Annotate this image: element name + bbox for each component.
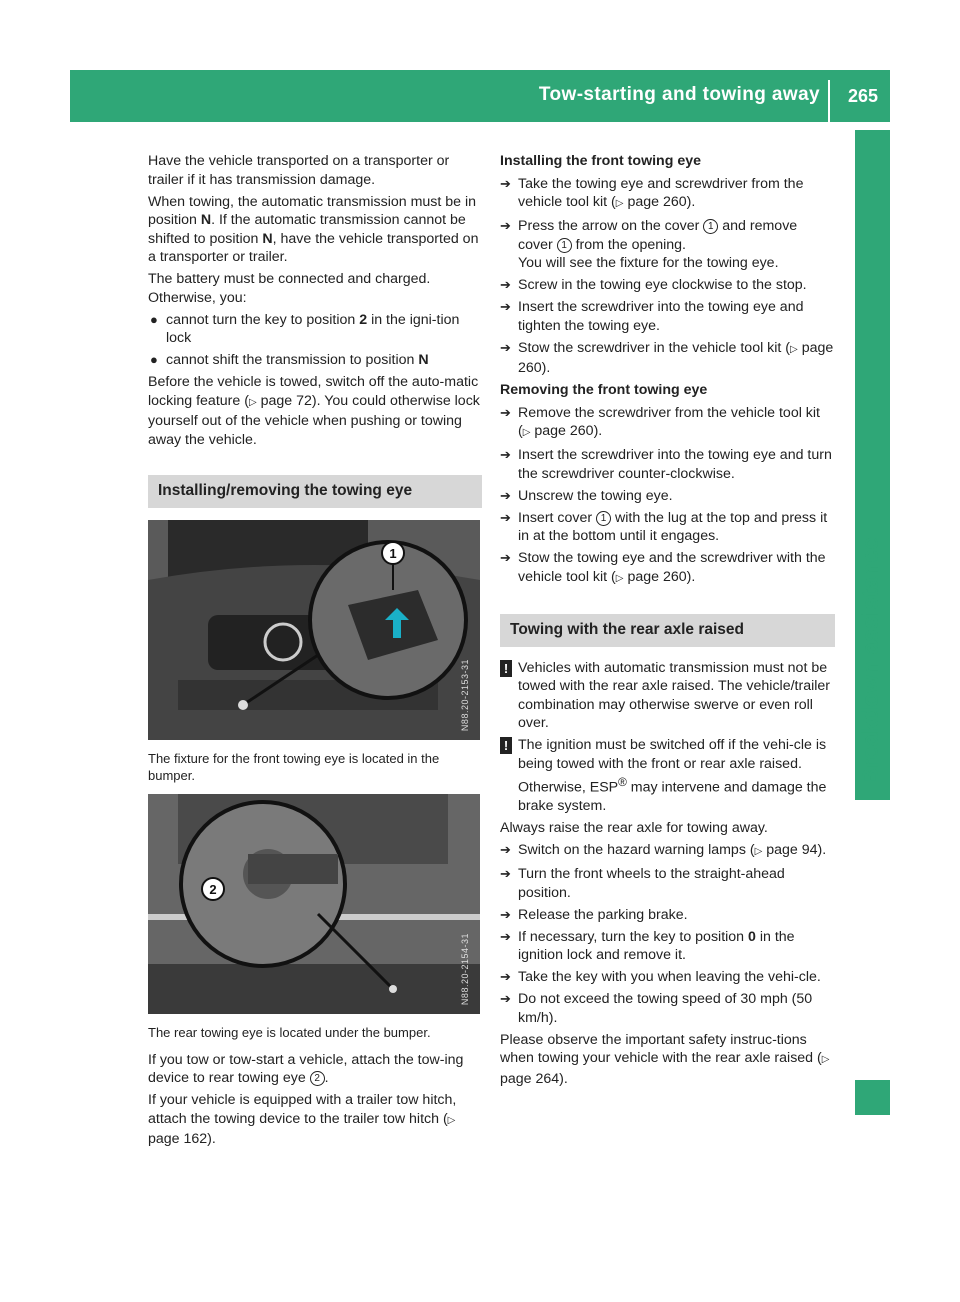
header-bar (70, 70, 890, 122)
step-item: ➔ Insert the screwdriver into the towing eye and tighten the towing eye. (500, 299, 804, 334)
step-item: ➔ Press the arrow on the cover 1 and remove cover 1 from the opening. You will see the fixture for the towing eye. (500, 218, 798, 271)
paragraph: If your vehicle is equipped with a trailer tow hitch, attach the towing device to the trailer tow hitch (▷ page 162). (148, 1092, 457, 1147)
page-reference[interactable]: page 260). (627, 194, 696, 210)
page-number: 265 (847, 86, 878, 106)
chapter-marker (855, 1080, 890, 1115)
arrow-right-icon: ➔ (500, 277, 511, 292)
triangle-right-icon: ▷ (248, 396, 257, 408)
triangle-right-icon: ▷ (615, 198, 624, 209)
warning-item: ! The ignition must be switched off if the vehi-cle is being towed with the front or rear axle raised. Otherwise, ESP® may intervene and damage the brake system. (500, 736, 835, 816)
rear-bumper-photo (148, 794, 480, 1014)
arrow-right-icon: ➔ (500, 928, 511, 944)
triangle-right-icon: ▷ (754, 846, 763, 858)
chapter-tab-label: Breakdown assistance (857, 536, 883, 785)
page-reference[interactable]: page 260). (518, 339, 834, 376)
page-reference[interactable]: page 94). (766, 842, 827, 859)
running-title: Tow-starting and towing away (538, 84, 820, 105)
bullet-item: ● cannot shift the transmission to position N (150, 352, 429, 368)
step-item: ➔ Switch on the hazard warning lamps (▷ page 94). (500, 842, 827, 859)
triangle-right-icon: ▷ (522, 427, 531, 438)
step-item: ➔ If necessary, turn the key to position 0 in the ignition lock and remove it. (500, 928, 795, 964)
image-caption: The fixture for the front towing eye is located in the bumper. (148, 750, 440, 783)
paragraph: Have the vehicle transported on a transporter or trailer if it has transmission damage. (148, 153, 450, 188)
step-item: ➔ Release the parking brake. (500, 906, 688, 923)
image-code: N88.20-2153-31 (459, 659, 470, 732)
right-column (500, 152, 835, 1092)
section-heading: Towing with the rear axle raised (500, 614, 835, 647)
callout-number: 1 (703, 219, 718, 234)
arrow-right-icon: ➔ (500, 969, 511, 985)
bullet-item: ● cannot turn the key to position 2 in the igni-tion lock (150, 311, 460, 346)
image-code: N88.20-2154-31 (459, 933, 470, 1006)
step-item: ➔ Remove the screwdriver from the vehicle tool kit (▷ page 260). (500, 404, 820, 439)
front-vehicle-illustration (148, 520, 480, 740)
step-item: ➔ Unscrew the towing eye. (500, 487, 673, 504)
triangle-right-icon: ▷ (447, 1114, 456, 1126)
arrow-right-icon: ➔ (500, 906, 511, 922)
arrow-right-icon: ➔ (500, 842, 511, 858)
arrow-right-icon: ➔ (500, 509, 511, 525)
arrow-right-icon: ➔ (500, 866, 511, 882)
step-item: ➔ Stow the screwdriver in the vehicle tool kit (▷ page 260). (500, 339, 834, 376)
page-reference[interactable]: page 162). (148, 1131, 216, 1147)
page-reference[interactable]: page 260). (627, 568, 696, 585)
step-item: ➔ Turn the front wheels to the straight-ahead position. (500, 866, 785, 901)
image-caption: The rear towing eye is located under the bumper. (148, 1024, 431, 1040)
step-item: ➔ Insert the screwdriver into the towing eye and turn the screwdriver counter-clockwise. (500, 447, 832, 482)
callout-number: 2 (310, 1071, 325, 1086)
paragraph: If you tow or tow-start a vehicle, attach the tow-ing device to rear towing eye 2 . (148, 1051, 464, 1086)
paragraph: Before the vehicle is towed, switch off the auto-matic locking feature (▷ page 72). You could otherwise lock yourself out of the vehicle when pushing or towing away the vehicle. (148, 374, 480, 448)
paragraph: Always raise the rear axle for towing away. (500, 820, 768, 837)
front-bumper-photo (148, 520, 480, 740)
step-item: ➔ Do not exceed the towing speed of 30 mph (50 km/h). (500, 991, 813, 1026)
header-divider (828, 80, 830, 122)
subheading: Installing the front towing eye (500, 153, 701, 169)
subheading: Removing the front towing eye (500, 382, 708, 398)
step-item: ➔ Stow the towing eye and the screwdriver with the vehicle tool kit (▷ page 260). (500, 550, 826, 585)
callout-number: 1 (596, 511, 611, 526)
callout-number: 1 (557, 238, 572, 253)
rear-vehicle-illustration (148, 794, 480, 1014)
arrow-right-icon: ➔ (500, 404, 511, 420)
arrow-right-icon: ➔ (500, 339, 511, 355)
arrow-right-icon: ➔ (500, 487, 511, 503)
triangle-right-icon: ▷ (615, 572, 624, 584)
arrow-right-icon: ➔ (500, 175, 511, 191)
bullet-icon: ● (150, 352, 158, 367)
exclamation-icon: ! (500, 737, 512, 754)
step-item: ➔ Take the towing eye and screwdriver from the vehicle tool kit (▷ page 260). (500, 175, 804, 210)
arrow-right-icon: ➔ (500, 991, 511, 1007)
paragraph: The battery must be connected and charged. Otherwise, you: (148, 271, 431, 306)
page-reference[interactable]: page 264). (500, 1070, 568, 1087)
exclamation-icon: ! (500, 660, 512, 677)
section-heading: Installing/removing the towing eye (148, 475, 482, 508)
arrow-right-icon: ➔ (500, 299, 511, 314)
callout-2: 2 (209, 881, 217, 897)
triangle-right-icon: ▷ (821, 1054, 830, 1066)
arrow-right-icon: ➔ (500, 218, 511, 233)
arrow-right-icon: ➔ (500, 550, 511, 565)
page-reference[interactable]: page 72). You could otherwise lock yourself out of the vehicle when pushing or towing away the vehicle. (148, 392, 480, 448)
step-item: ➔ Screw in the towing eye clockwise to the stop. (500, 277, 807, 293)
left-column (148, 152, 482, 1152)
page-reference[interactable]: page 260). (534, 423, 603, 439)
paragraph: When towing, the automatic transmission must be in position N. If the automatic transmission cannot be shifted to position N, have the vehicle transported on a transporter or trailer. (148, 193, 479, 265)
warning-item: ! Vehicles with automatic transmission must not be towed with the rear axle raised. The vehicle/trailer combination may otherwise swerve or even roll over. (500, 659, 835, 733)
arrow-right-icon: ➔ (500, 447, 511, 462)
bullet-icon: ● (150, 311, 158, 327)
step-item: ➔ Take the key with you when leaving the vehi-cle. (500, 969, 821, 986)
triangle-right-icon: ▷ (790, 343, 798, 355)
step-item: ➔ Insert cover 1 with the lug at the top and press it in at the bottom until it engages. (500, 509, 828, 544)
paragraph: Please observe the important safety instruc-tions when towing your vehicle with the rear axle raised (▷ page 264). (500, 1031, 830, 1087)
callout-1: 1 (389, 545, 397, 561)
